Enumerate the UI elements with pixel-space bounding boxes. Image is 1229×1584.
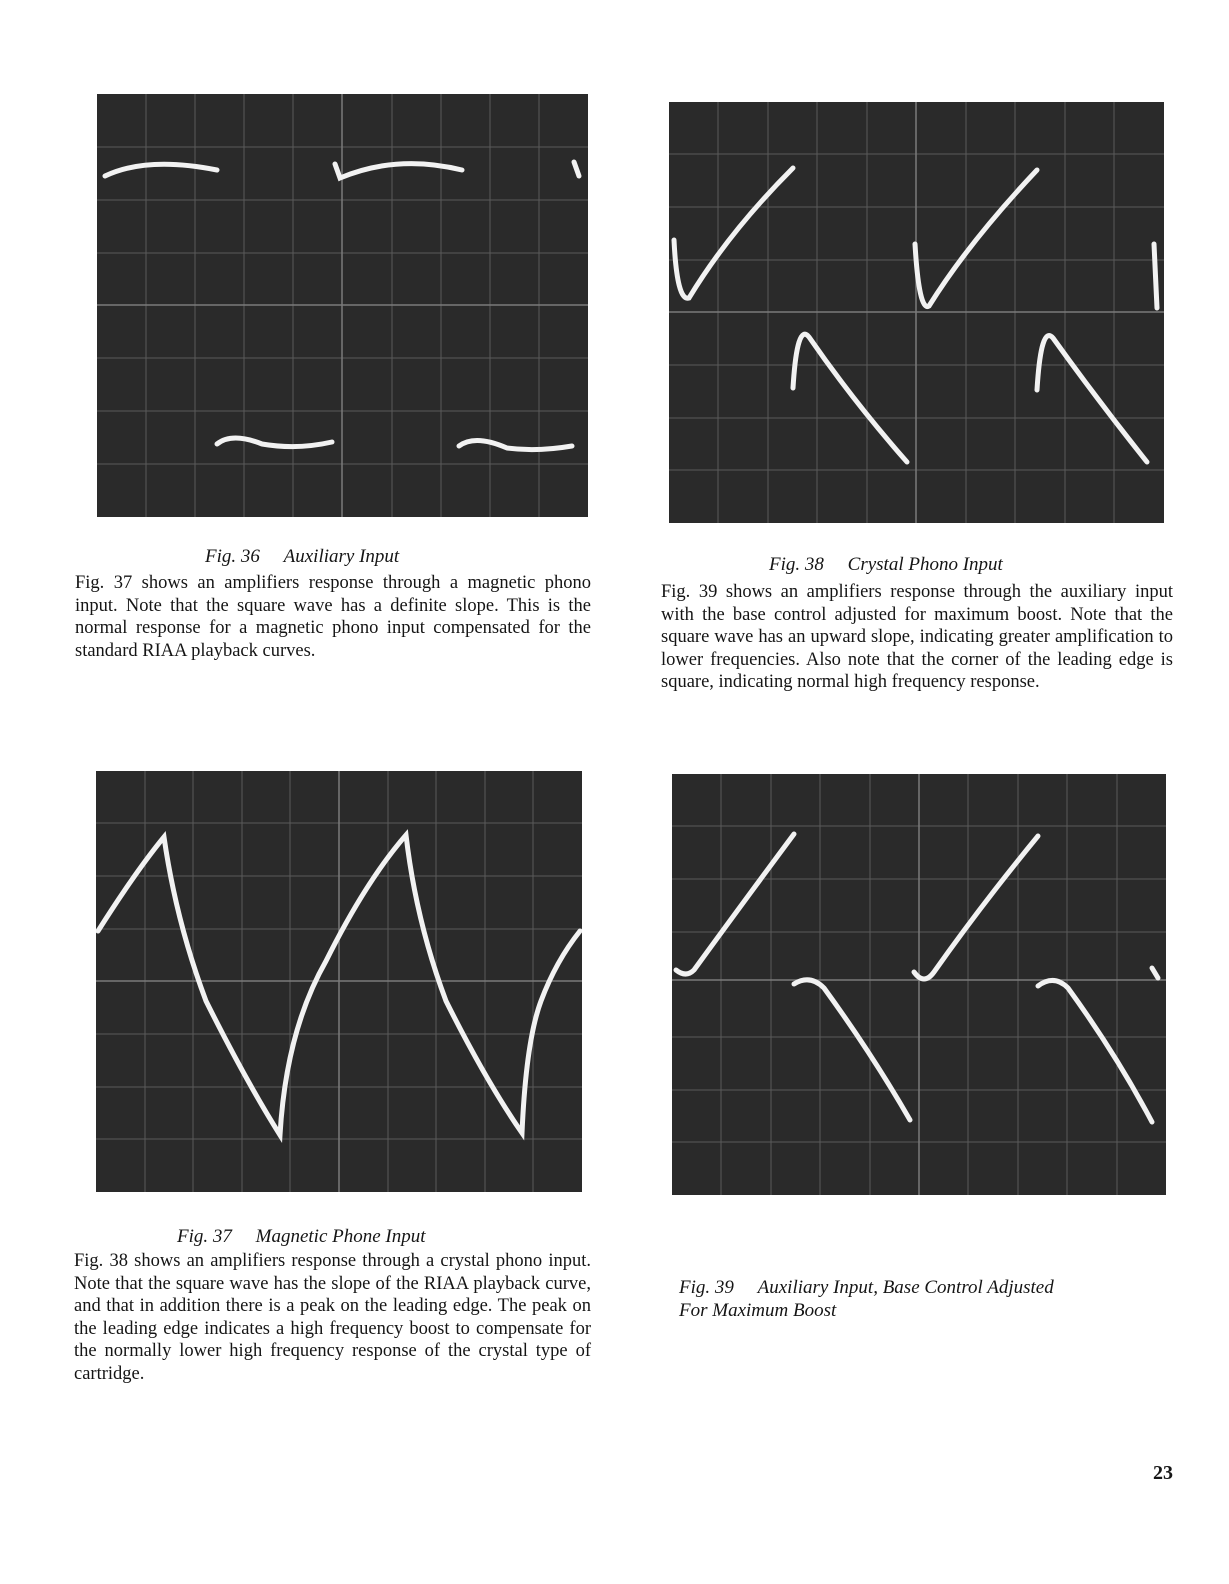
oscilloscope-photo-fig38 bbox=[669, 102, 1164, 523]
fig38-label: Fig. 38 bbox=[769, 554, 824, 575]
page-number: 23 bbox=[1153, 1462, 1173, 1484]
oscilloscope-photo-fig36 bbox=[97, 94, 588, 517]
fig39-description: Fig. 39 shows an amplifiers response through the auxiliary input with the base control adjusted for maximum boost. Note that the square wave has an upward slope, indicating greater amplification to lower frequencies. Also note that the corner of the leading edge is square, indicating normal high frequency response. bbox=[661, 582, 1173, 692]
fig37-label: Fig. 37 bbox=[177, 1226, 232, 1247]
fig38-description: Fig. 38 shows an amplifiers response through a crystal phono input. Note that the square wave has the slope of the RIAA playback curve, and that in addition there is a peak on the leading edge. The peak on the leading edge indicates a high frequency boost to compensate for the normally lower high frequency response of the crystal type of cartridge. bbox=[74, 1251, 591, 1384]
fig38-title: Crystal Phono Input bbox=[847, 554, 1003, 575]
caption-fig39 bbox=[679, 1276, 1179, 1322]
caption-fig36 bbox=[205, 545, 399, 568]
waveform-fig39 bbox=[672, 774, 1166, 1195]
fig36-label: Fig. 36 bbox=[205, 546, 260, 567]
oscilloscope-photo-fig37 bbox=[96, 771, 582, 1192]
fig37-description: Fig. 37 shows an amplifiers response through a magnetic phono input. Note that the square wave has a definite slope. This is the normal response for a magnetic phono input compensated for the standard RIAA playback curves. bbox=[75, 573, 591, 661]
waveform-fig36 bbox=[97, 94, 588, 517]
caption-fig38 bbox=[769, 553, 1003, 576]
fig39-label: Fig. 39 bbox=[679, 1277, 734, 1298]
caption-fig37 bbox=[177, 1225, 426, 1248]
fig37-title: Magnetic Phone Input bbox=[255, 1226, 426, 1247]
fig39-title: Auxiliary Input, Base Control Adjusted bbox=[757, 1277, 1054, 1298]
oscilloscope-photo-fig39 bbox=[672, 774, 1166, 1195]
waveform-fig37 bbox=[96, 771, 582, 1192]
fig36-title: Auxiliary Input bbox=[283, 546, 400, 567]
waveform-fig38 bbox=[669, 102, 1164, 523]
fig39-title-line2: For Maximum Boost bbox=[679, 1300, 837, 1321]
